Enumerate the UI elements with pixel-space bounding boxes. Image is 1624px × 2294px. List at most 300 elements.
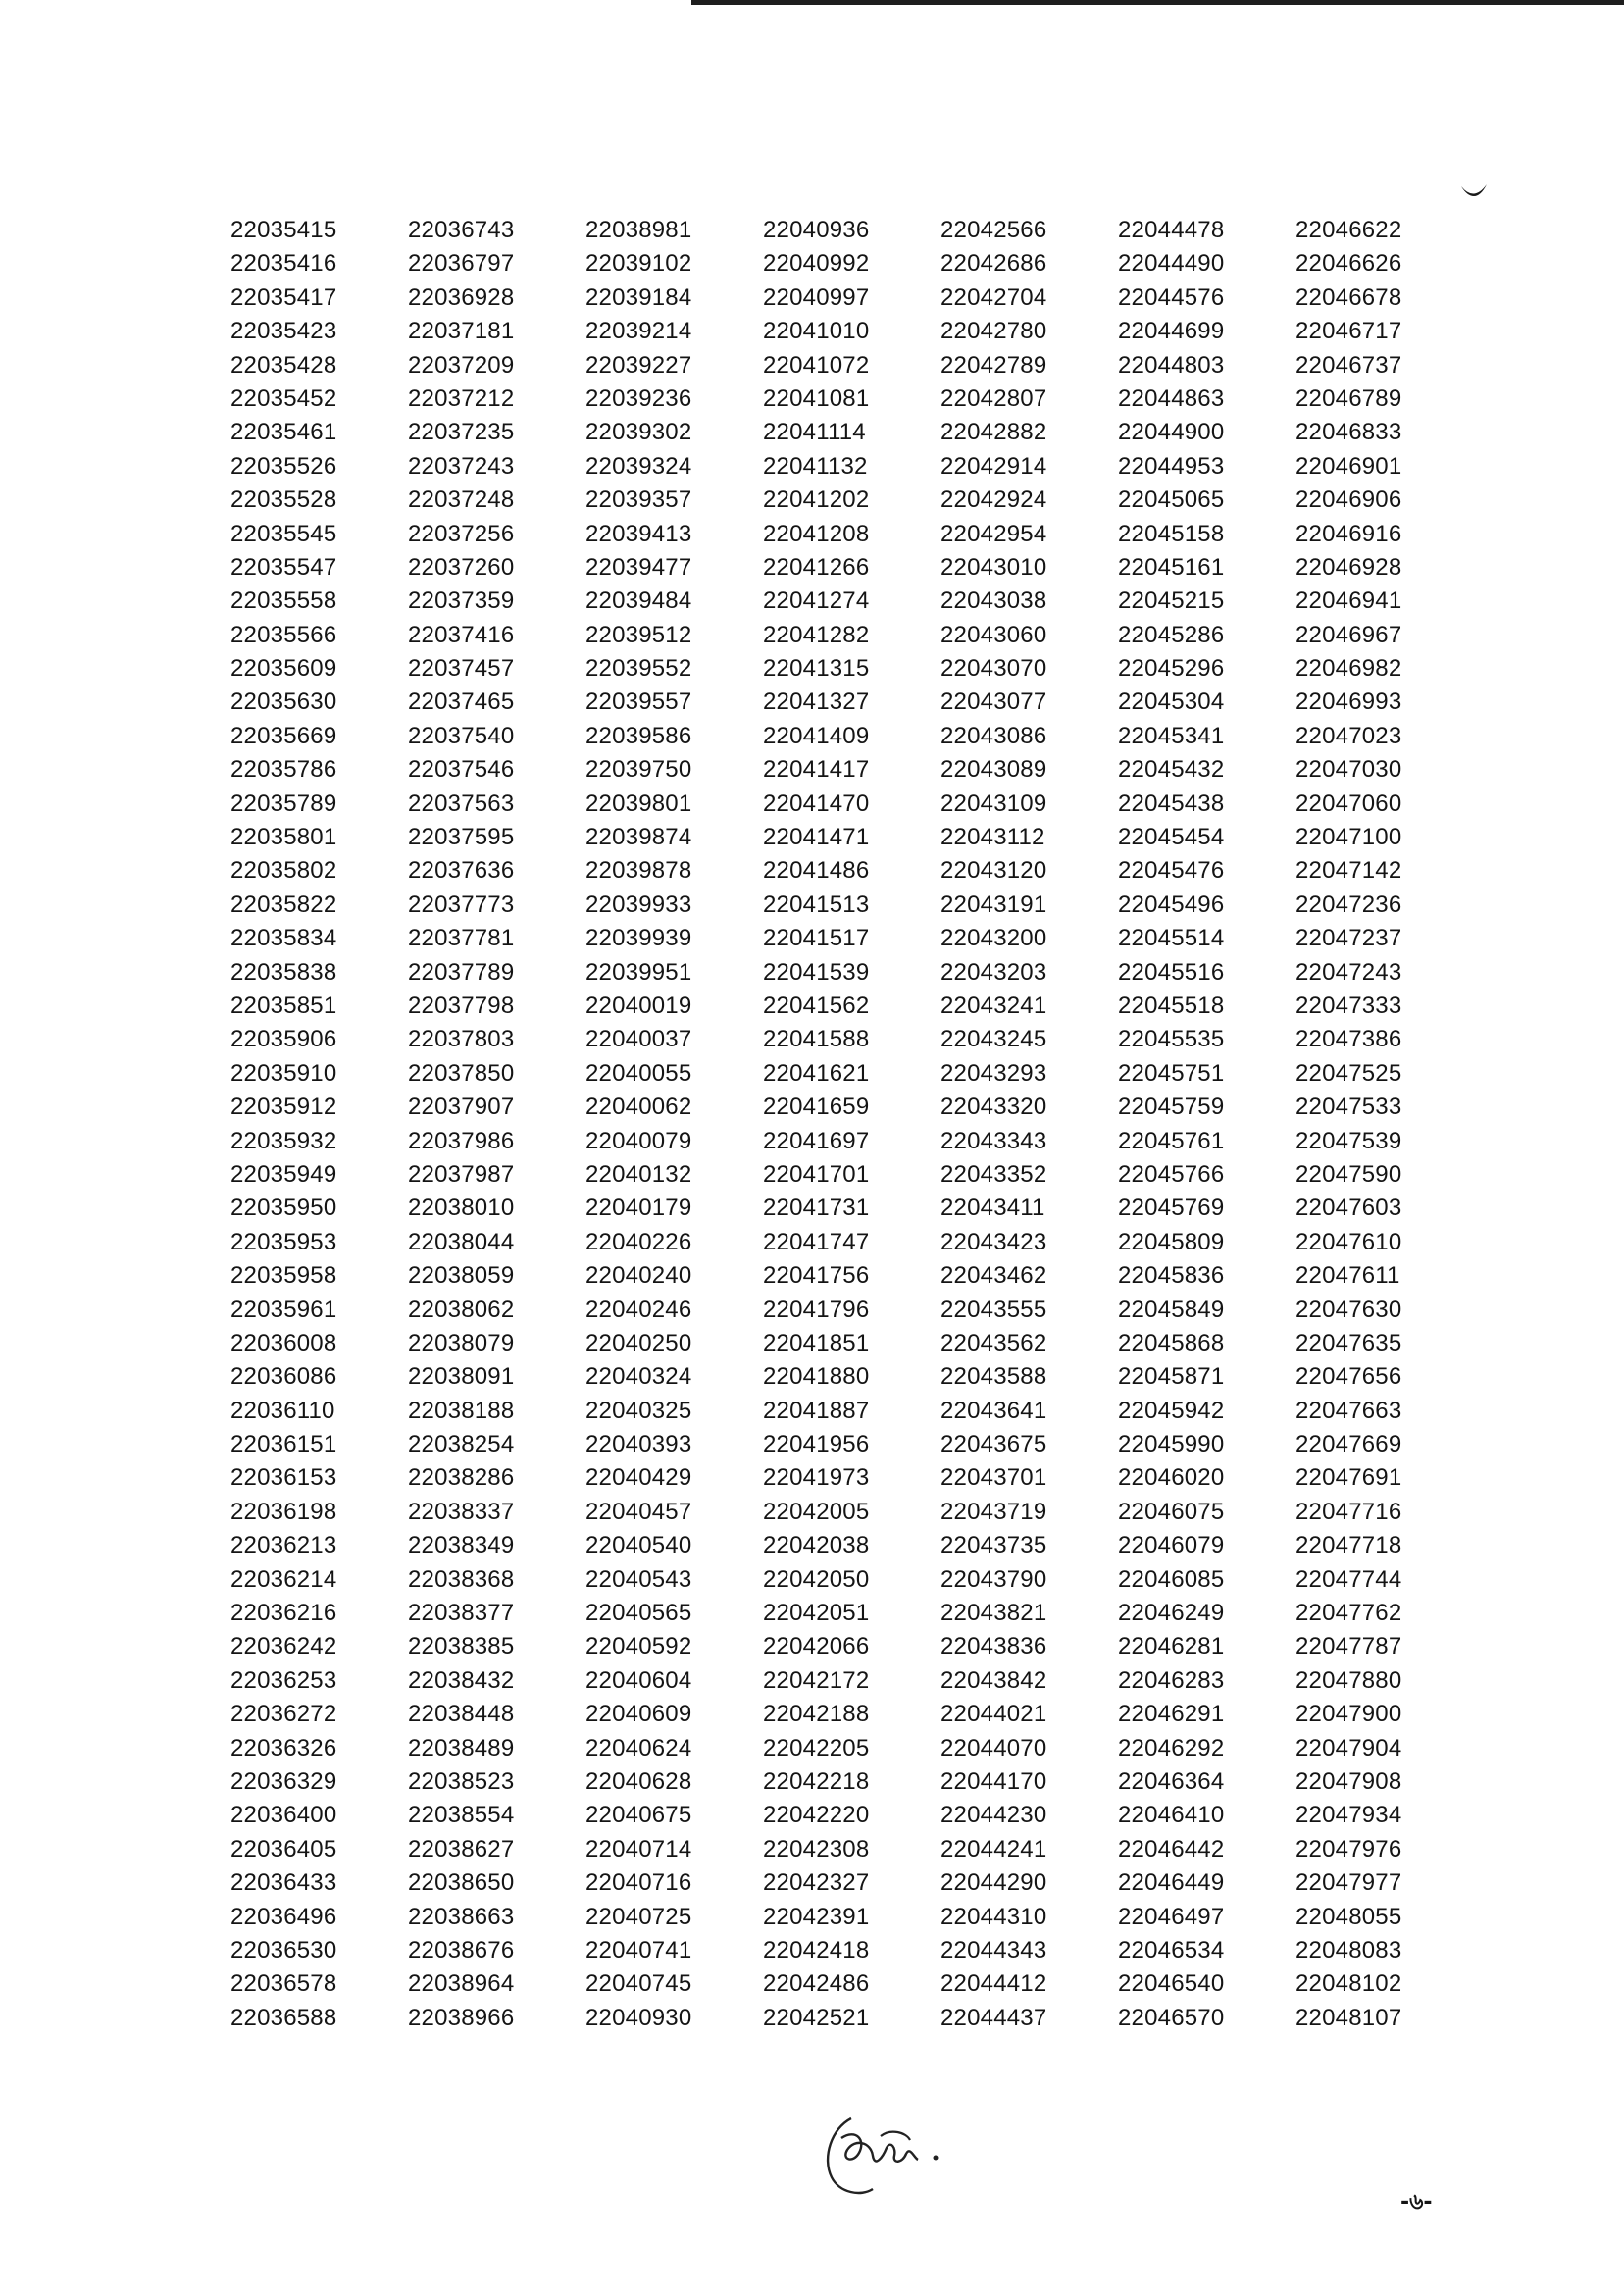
roll-number: 22045518: [1118, 992, 1225, 1019]
roll-number: 22046993: [1295, 688, 1402, 716]
roll-number: 22046901: [1295, 452, 1402, 480]
roll-number: 22041796: [763, 1296, 870, 1323]
roll-number: 22044803: [1118, 351, 1225, 379]
roll-number: 22040132: [585, 1160, 692, 1188]
roll-number: 22041010: [763, 318, 870, 345]
roll-number: 22043010: [940, 553, 1047, 581]
roll-number: 22040246: [585, 1296, 692, 1323]
roll-number: 22040540: [585, 1532, 692, 1559]
roll-number: 22037260: [408, 553, 515, 581]
roll-number: 22035528: [230, 486, 337, 514]
roll-number: 22046442: [1118, 1835, 1225, 1862]
roll-number: 22047533: [1295, 1094, 1402, 1121]
roll-number: 22037773: [408, 891, 515, 918]
roll-number: 22037209: [408, 351, 515, 379]
roll-number: 22040324: [585, 1363, 692, 1391]
roll-number: 22035415: [230, 217, 337, 243]
roll-number: 22038377: [408, 1600, 515, 1627]
roll-number: 22038059: [408, 1262, 515, 1290]
roll-number: 22046085: [1118, 1565, 1225, 1593]
roll-number: 22042789: [940, 351, 1047, 379]
roll-number: 22037212: [408, 384, 515, 412]
roll-number: 22044343: [940, 1936, 1047, 1963]
roll-number: 22043245: [940, 1026, 1047, 1053]
roll-number: 22037636: [408, 857, 515, 885]
roll-number: 22042172: [763, 1666, 870, 1694]
roll-number: 22047787: [1295, 1633, 1402, 1660]
roll-number: 22044900: [1118, 419, 1225, 446]
roll-number: 22039484: [585, 587, 692, 615]
roll-number: 22038964: [408, 1970, 515, 1998]
roll-number: 22043038: [940, 587, 1047, 615]
roll-number: 22043089: [940, 756, 1047, 784]
roll-number: 22035558: [230, 587, 337, 615]
roll-number: 22047635: [1295, 1329, 1402, 1356]
roll-number: 22043423: [940, 1228, 1047, 1255]
roll-number: 22038676: [408, 1936, 515, 1963]
roll-number: 22035630: [230, 688, 337, 716]
roll-number: 22041208: [763, 520, 870, 547]
roll-number: 22035950: [230, 1195, 337, 1222]
roll-number: 22039874: [585, 824, 692, 851]
roll-number: 22039801: [585, 790, 692, 817]
roll-number: 22040624: [585, 1734, 692, 1761]
roll-number: 22041072: [763, 351, 870, 379]
roll-number: 22045836: [1118, 1262, 1225, 1290]
roll-number: 22043701: [940, 1464, 1047, 1492]
roll-number: 22041701: [763, 1160, 870, 1188]
roll-number: 22046717: [1295, 318, 1402, 345]
roll-number: 22047610: [1295, 1228, 1402, 1255]
roll-number: 22043203: [940, 958, 1047, 986]
roll-number: 22043086: [940, 722, 1047, 749]
roll-number: 22047236: [1295, 891, 1402, 918]
roll-number: 22041132: [763, 452, 868, 480]
roll-number: 22047603: [1295, 1195, 1402, 1222]
roll-number: 22043411: [940, 1195, 1045, 1222]
roll-number: 22044412: [940, 1970, 1047, 1998]
number-column: [408, 214, 585, 2035]
roll-number: 22046570: [1118, 2004, 1225, 2031]
roll-number: 22042050: [763, 1565, 870, 1593]
roll-number: 22043842: [940, 1666, 1047, 1694]
roll-number: 22035452: [230, 384, 337, 412]
roll-number: 22040429: [585, 1464, 692, 1492]
roll-number: 22045215: [1118, 587, 1225, 615]
roll-number: 22045161: [1118, 553, 1225, 581]
roll-number: 22038337: [408, 1498, 515, 1525]
roll-number: 22047656: [1295, 1363, 1402, 1391]
roll-number: 22036214: [230, 1565, 337, 1593]
roll-number: 22040393: [585, 1431, 692, 1458]
roll-number: 22046497: [1118, 1903, 1225, 1930]
roll-number: 22047880: [1295, 1666, 1402, 1694]
roll-number: 22040997: [763, 283, 870, 311]
roll-number: 22036743: [408, 217, 515, 243]
roll-number: 22039214: [585, 318, 692, 345]
roll-number: 22035838: [230, 958, 337, 986]
roll-number: 22042308: [763, 1835, 870, 1862]
roll-number: 22038489: [408, 1734, 515, 1761]
roll-number: 22047333: [1295, 992, 1402, 1019]
roll-number: 22040079: [585, 1127, 692, 1154]
roll-number: 22039477: [585, 553, 692, 581]
roll-number: 22046540: [1118, 1970, 1225, 1998]
roll-number: 22037803: [408, 1026, 515, 1053]
roll-number: 22046291: [1118, 1701, 1225, 1728]
roll-number: 22044290: [940, 1869, 1047, 1897]
roll-number: 22039939: [585, 925, 692, 952]
roll-number: 22037235: [408, 419, 515, 446]
roll-number: 22046833: [1295, 419, 1402, 446]
roll-number: 22044021: [940, 1701, 1047, 1728]
roll-number: 22042914: [940, 452, 1047, 480]
roll-number: 22047904: [1295, 1734, 1402, 1761]
roll-number: 22045761: [1118, 1127, 1225, 1154]
roll-number: 22041471: [763, 824, 870, 851]
number-column: [763, 214, 940, 2035]
roll-number: 22043735: [940, 1532, 1047, 1559]
roll-number: 22041202: [763, 486, 870, 514]
roll-number: 22035851: [230, 992, 337, 1019]
roll-number: 22040565: [585, 1600, 692, 1627]
roll-number: 22037907: [408, 1094, 515, 1121]
roll-number: 22042882: [940, 419, 1047, 446]
roll-number: 22040714: [585, 1835, 692, 1862]
roll-number: 22047243: [1295, 958, 1402, 986]
roll-number: 22042205: [763, 1734, 870, 1761]
roll-number: 22047716: [1295, 1498, 1402, 1525]
roll-number: 22042038: [763, 1532, 870, 1559]
roll-number: 22035906: [230, 1026, 337, 1053]
number-column: [585, 214, 763, 2035]
roll-number: 22041486: [763, 857, 870, 885]
roll-number: 22035428: [230, 351, 337, 379]
page-number: -৬-: [1400, 2190, 1433, 2215]
roll-number: 22042218: [763, 1767, 870, 1795]
signature-icon: [812, 2099, 959, 2207]
roll-number: 22047525: [1295, 1059, 1402, 1087]
roll-number: 22046737: [1295, 351, 1402, 379]
roll-number: 22042780: [940, 318, 1047, 345]
roll-number: 22044241: [940, 1835, 1047, 1862]
roll-number: 22044953: [1118, 452, 1225, 480]
roll-number: 22046622: [1295, 217, 1402, 243]
roll-number: 22039357: [585, 486, 692, 514]
roll-number: 22041756: [763, 1262, 870, 1290]
roll-number: 22038349: [408, 1532, 515, 1559]
roll-number: 22036797: [408, 250, 515, 278]
roll-number: 22038010: [408, 1195, 515, 1222]
roll-number: 22039586: [585, 722, 692, 749]
roll-number: 22038091: [408, 1363, 515, 1391]
roll-number: 22035545: [230, 520, 337, 547]
roll-number: 22039227: [585, 351, 692, 379]
roll-number: 22036253: [230, 1666, 337, 1694]
number-column: [1118, 214, 1295, 2035]
roll-number: 22040062: [585, 1094, 692, 1121]
roll-number: 22036086: [230, 1363, 337, 1391]
roll-number: 22043112: [940, 824, 1045, 851]
roll-number: 22045759: [1118, 1094, 1225, 1121]
roll-number: 22048055: [1295, 1903, 1402, 1930]
roll-number: 22036433: [230, 1869, 337, 1897]
roll-number: 22036216: [230, 1600, 337, 1627]
roll-number: 22040725: [585, 1903, 692, 1930]
roll-number: 22040716: [585, 1869, 692, 1897]
roll-number: 22047630: [1295, 1296, 1402, 1323]
roll-number: 22036213: [230, 1532, 337, 1559]
roll-number: 22037789: [408, 958, 515, 986]
roll-number: 22035961: [230, 1296, 337, 1323]
roll-number: 22047762: [1295, 1600, 1402, 1627]
roll-number: 22042954: [940, 520, 1047, 547]
roll-number: 22047976: [1295, 1835, 1402, 1862]
roll-number: 22037798: [408, 992, 515, 1019]
roll-number: 22035423: [230, 318, 337, 345]
roll-number: 22047142: [1295, 857, 1402, 885]
roll-number: 22045516: [1118, 958, 1225, 986]
roll-number: 22045535: [1118, 1026, 1225, 1053]
roll-number: 22039302: [585, 419, 692, 446]
roll-number: 22043200: [940, 925, 1047, 952]
roll-number: 22037248: [408, 486, 515, 514]
roll-number: 22043120: [940, 857, 1047, 885]
roll-number: 22045871: [1118, 1363, 1225, 1391]
roll-number: 22046928: [1295, 553, 1402, 581]
roll-number: 22045341: [1118, 722, 1225, 749]
roll-number: 22042188: [763, 1701, 870, 1728]
roll-number: 22045990: [1118, 1431, 1225, 1458]
roll-number: 22040604: [585, 1666, 692, 1694]
roll-number: 22041621: [763, 1059, 870, 1087]
roll-number: 22043191: [940, 891, 1047, 918]
roll-number: 22041956: [763, 1431, 870, 1458]
roll-number: 22039951: [585, 958, 692, 986]
roll-number: 22036326: [230, 1734, 337, 1761]
roll-number: 22046534: [1118, 1936, 1225, 1963]
roll-number: 22036405: [230, 1835, 337, 1862]
roll-number: 22045868: [1118, 1329, 1225, 1356]
roll-number: 22042566: [940, 217, 1047, 243]
roll-number: 22036496: [230, 1903, 337, 1930]
roll-number: 22040226: [585, 1228, 692, 1255]
roll-number: 22046941: [1295, 587, 1402, 615]
roll-number: 22043109: [940, 790, 1047, 817]
roll-number: 22036400: [230, 1802, 337, 1829]
roll-number: 22037986: [408, 1127, 515, 1154]
roll-number: 22041282: [763, 621, 870, 648]
roll-number: 22041266: [763, 553, 870, 581]
roll-number: 22037243: [408, 452, 515, 480]
roll-number: 22038650: [408, 1869, 515, 1897]
roll-number: 22037465: [408, 688, 515, 716]
roll-number: 22036198: [230, 1498, 337, 1525]
roll-number: 22041417: [763, 756, 870, 784]
roll-number: 22045809: [1118, 1228, 1225, 1255]
roll-number: 22046249: [1118, 1600, 1225, 1627]
roll-number: 22041513: [763, 891, 870, 918]
roll-number: 22043790: [940, 1565, 1047, 1593]
roll-number: 22037546: [408, 756, 515, 784]
roll-number: 22035461: [230, 419, 337, 446]
roll-number: 22040250: [585, 1329, 692, 1356]
roll-number: 22041409: [763, 722, 870, 749]
roll-number: 22039236: [585, 384, 692, 412]
roll-number: 22037416: [408, 621, 515, 648]
roll-number: 22045286: [1118, 621, 1225, 648]
roll-number: 22047908: [1295, 1767, 1402, 1795]
roll-number: 22047590: [1295, 1160, 1402, 1188]
roll-number: 22039184: [585, 283, 692, 311]
roll-number: 22047611: [1295, 1262, 1400, 1290]
roll-number: 22042521: [763, 2004, 870, 2031]
roll-number: 22046075: [1118, 1498, 1225, 1525]
roll-number: 22043293: [940, 1059, 1047, 1087]
roll-number: 22038062: [408, 1296, 515, 1323]
roll-number: 22041327: [763, 688, 870, 716]
roll-number: 22043343: [940, 1127, 1047, 1154]
roll-number: 22046906: [1295, 486, 1402, 514]
roll-number: 22040930: [585, 2004, 692, 2031]
roll-number: 22046283: [1118, 1666, 1225, 1694]
roll-number: 22041274: [763, 587, 870, 615]
roll-number: 22040745: [585, 1970, 692, 1998]
roll-number: 22040609: [585, 1701, 692, 1728]
roll-number: 22041851: [763, 1329, 870, 1356]
roll-number: 22046967: [1295, 621, 1402, 648]
roll-number: 22046281: [1118, 1633, 1225, 1660]
roll-number: 22043562: [940, 1329, 1047, 1356]
roll-number: 22042220: [763, 1802, 870, 1829]
roll-number: 22038385: [408, 1633, 515, 1660]
roll-number: 22041588: [763, 1026, 870, 1053]
roll-number: 22035526: [230, 452, 337, 480]
roll-number: 22043241: [940, 992, 1047, 1019]
roll-number: 22040457: [585, 1498, 692, 1525]
roll-number: 22042924: [940, 486, 1047, 514]
roll-number: 22042066: [763, 1633, 870, 1660]
roll-number: 22036153: [230, 1464, 337, 1492]
roll-number: 22042005: [763, 1498, 870, 1525]
roll-number: 22044478: [1118, 217, 1225, 243]
roll-number: 22035786: [230, 756, 337, 784]
roll-number: 22036578: [230, 1970, 337, 1998]
roll-number: 22046916: [1295, 520, 1402, 547]
roll-number: 22045751: [1118, 1059, 1225, 1087]
roll-number: 22047900: [1295, 1701, 1402, 1728]
roll-number: 22043555: [940, 1296, 1047, 1323]
roll-number: 22047934: [1295, 1802, 1402, 1829]
roll-number: 22039557: [585, 688, 692, 716]
roll-number: 22038368: [408, 1565, 515, 1593]
roll-number: 22047977: [1295, 1869, 1402, 1897]
roll-number: 22038663: [408, 1903, 515, 1930]
roll-number: 22035416: [230, 250, 337, 278]
roll-number: 22035417: [230, 283, 337, 311]
roll-number: 22041470: [763, 790, 870, 817]
roll-number: 22043320: [940, 1094, 1047, 1121]
roll-number: 22045304: [1118, 688, 1225, 716]
roll-number: 22043077: [940, 688, 1047, 716]
roll-number: 22041539: [763, 958, 870, 986]
roll-number: 22047669: [1295, 1431, 1402, 1458]
roll-number: 22040019: [585, 992, 692, 1019]
roll-number: 22037563: [408, 790, 515, 817]
corner-mark-icon: [1459, 182, 1489, 202]
roll-number: 22047718: [1295, 1532, 1402, 1559]
roll-number: 22043836: [940, 1633, 1047, 1660]
roll-number: 22040325: [585, 1397, 692, 1424]
roll-number: 22046292: [1118, 1734, 1225, 1761]
roll-number: 22041562: [763, 992, 870, 1019]
roll-number: 22043352: [940, 1160, 1047, 1188]
roll-number: 22043719: [940, 1498, 1047, 1525]
roll-number: 22043060: [940, 621, 1047, 648]
roll-number: 22040037: [585, 1026, 692, 1053]
roll-number: 22043821: [940, 1600, 1047, 1627]
roll-number: 22035802: [230, 857, 337, 885]
number-column: [1295, 214, 1473, 2035]
roll-number: 22035834: [230, 925, 337, 952]
roll-number: 22039750: [585, 756, 692, 784]
roll-number: 22037781: [408, 925, 515, 952]
roll-number: 22040592: [585, 1633, 692, 1660]
roll-number: 22041315: [763, 655, 870, 683]
roll-number: 22046789: [1295, 384, 1402, 412]
roll-number: 22046678: [1295, 283, 1402, 311]
roll-number: 22035910: [230, 1059, 337, 1087]
roll-number: 22048102: [1295, 1970, 1402, 1998]
roll-number: 22040992: [763, 250, 870, 278]
roll-number: 22045065: [1118, 486, 1225, 514]
roll-number: 22041887: [763, 1397, 870, 1424]
roll-number: 22040179: [585, 1195, 692, 1222]
roll-number: 22037457: [408, 655, 515, 683]
roll-number: 22037987: [408, 1160, 515, 1188]
roll-number: 22041747: [763, 1228, 870, 1255]
roll-number: 22046364: [1118, 1767, 1225, 1795]
roll-number: 22038627: [408, 1835, 515, 1862]
roll-number: 22047539: [1295, 1127, 1402, 1154]
roll-number: 22039933: [585, 891, 692, 918]
roll-number: 22035932: [230, 1127, 337, 1154]
roll-number: 22043462: [940, 1262, 1047, 1290]
roll-number: 22035953: [230, 1228, 337, 1255]
roll-number: 22035949: [230, 1160, 337, 1188]
roll-number: 22047386: [1295, 1026, 1402, 1053]
roll-number: 22045514: [1118, 925, 1225, 952]
roll-number: 22042327: [763, 1869, 870, 1897]
roll-number: 22044863: [1118, 384, 1225, 412]
roll-number: 22036928: [408, 283, 515, 311]
roll-number: 22042418: [763, 1936, 870, 1963]
roll-number: 22035547: [230, 553, 337, 581]
roll-number: 22042807: [940, 384, 1047, 412]
roll-number: 22045849: [1118, 1296, 1225, 1323]
roll-number: 22043070: [940, 655, 1047, 683]
roll-number: 22043641: [940, 1397, 1047, 1424]
roll-number: 22043675: [940, 1431, 1047, 1458]
roll-number: 22036008: [230, 1329, 337, 1356]
roll-number: 22047030: [1295, 756, 1402, 784]
roll-number: 22044699: [1118, 318, 1225, 345]
roll-number: 22039878: [585, 857, 692, 885]
roll-number: 22037359: [408, 587, 515, 615]
roll-number: 22037540: [408, 722, 515, 749]
roll-number: 22045766: [1118, 1160, 1225, 1188]
roll-number: 22048083: [1295, 1936, 1402, 1963]
